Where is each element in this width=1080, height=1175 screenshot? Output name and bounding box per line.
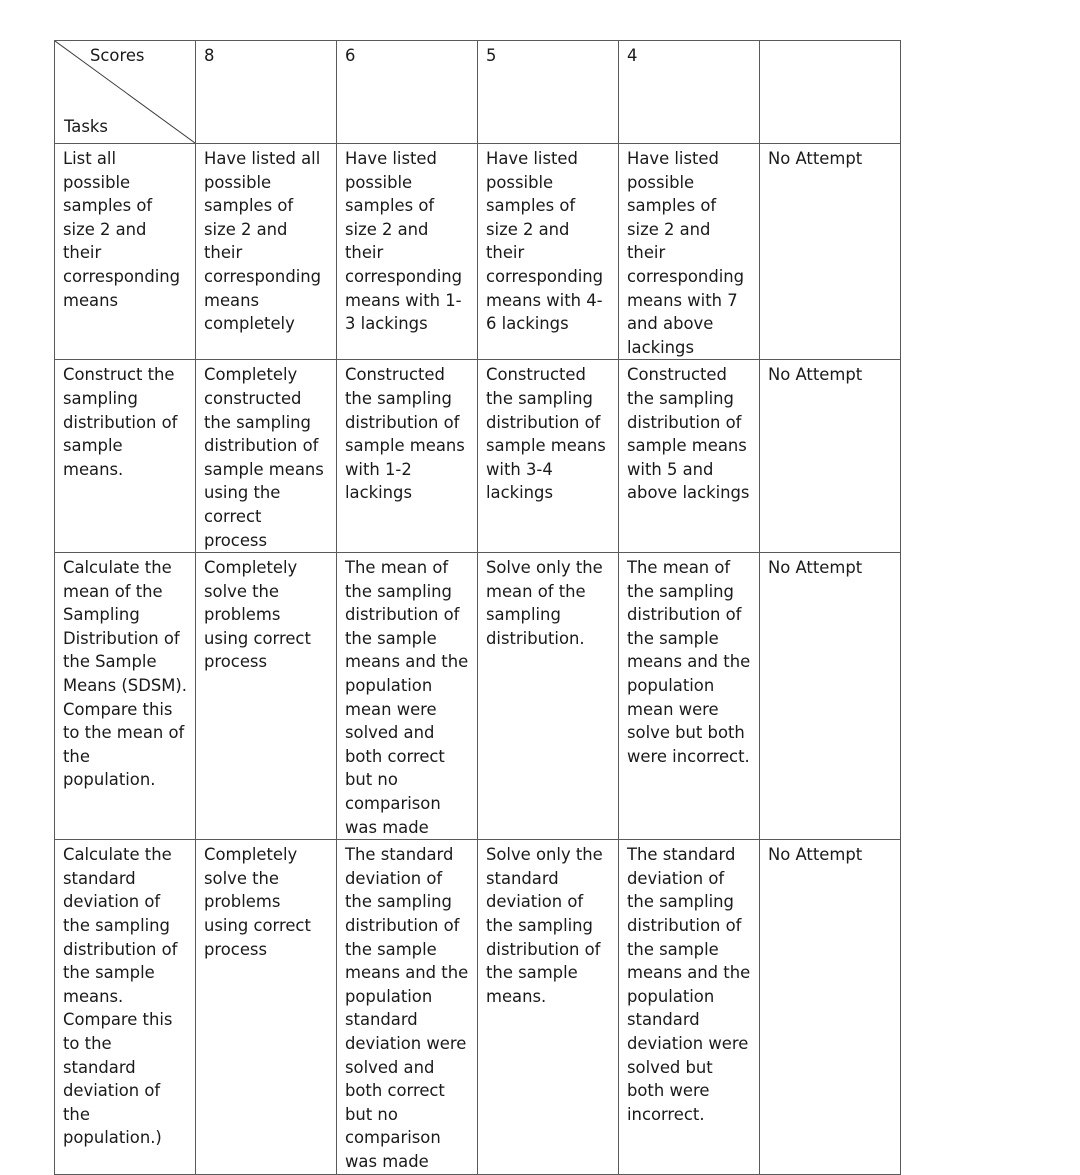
header-row bbox=[55, 41, 901, 144]
criteria-cell: The mean of the sampling distribution of the sample means and the population mean were solve but both were incorrect. bbox=[619, 553, 760, 840]
criteria-cell: Solve only the standard deviation of the sampling distribution of the sample means. bbox=[478, 840, 619, 1174]
criteria-cell: Completely constructed the sampling distribution of sample means using the correct process bbox=[196, 360, 337, 553]
criteria-cell: The standard deviation of the sampling distribution of the sample means and the population standard deviation were solved but both were incorrect. bbox=[619, 840, 760, 1174]
criteria-cell: The standard deviation of the sampling distribution of the sample means and the population standard deviation were solved and both correct but no comparison was made bbox=[337, 840, 478, 1174]
tasks-label: Tasks bbox=[64, 117, 108, 136]
scores-tasks-corner-cell bbox=[55, 41, 196, 144]
scores-label: Scores bbox=[90, 46, 145, 65]
score-header-cell: 6 bbox=[337, 41, 478, 144]
score-header-cell: 5 bbox=[478, 41, 619, 144]
rubric-table bbox=[54, 40, 901, 1175]
criteria-cell: Constructed the sampling distribution of sample means with 3-4 lackings bbox=[478, 360, 619, 553]
table-row bbox=[55, 360, 901, 553]
criteria-cell: Constructed the sampling distribution of sample means with 1-2 lackings bbox=[337, 360, 478, 553]
task-cell: Construct the sampling distribution of sample means. bbox=[55, 360, 196, 553]
table-row bbox=[55, 144, 901, 360]
criteria-cell: No Attempt bbox=[760, 553, 901, 840]
table-row bbox=[55, 553, 901, 840]
criteria-cell: No Attempt bbox=[760, 840, 901, 1174]
score-header-cell: 8 bbox=[196, 41, 337, 144]
task-cell: List all possible samples of size 2 and their corresponding means bbox=[55, 144, 196, 360]
criteria-cell: No Attempt bbox=[760, 144, 901, 360]
criteria-cell: Have listed all possible samples of size 2 and their corresponding means completely bbox=[196, 144, 337, 360]
criteria-cell: The mean of the sampling distribution of the sample means and the population mean were solved and both correct but no comparison was made bbox=[337, 553, 478, 840]
score-header-cell bbox=[760, 41, 901, 144]
criteria-cell: Have listed possible samples of size 2 and their corresponding means with 4-6 lackings bbox=[478, 144, 619, 360]
criteria-cell: Completely solve the problems using correct process bbox=[196, 840, 337, 1174]
criteria-cell: Have listed possible samples of size 2 and their corresponding means with 7 and above lackings bbox=[619, 144, 760, 360]
criteria-cell: Constructed the sampling distribution of sample means with 5 and above lackings bbox=[619, 360, 760, 553]
table-row bbox=[55, 840, 901, 1174]
score-header-cell: 4 bbox=[619, 41, 760, 144]
task-cell: Calculate the standard deviation of the sampling distribution of the sample means. Compare this to the standard deviation of the population.) bbox=[55, 840, 196, 1174]
criteria-cell: Have listed possible samples of size 2 and their corresponding means with 1-3 lackings bbox=[337, 144, 478, 360]
criteria-cell: Solve only the mean of the sampling distribution. bbox=[478, 553, 619, 840]
criteria-cell: No Attempt bbox=[760, 360, 901, 553]
criteria-cell: Completely solve the problems using correct process bbox=[196, 553, 337, 840]
task-cell: Calculate the mean of the Sampling Distribution of the Sample Means (SDSM). Compare this to the mean of the population. bbox=[55, 553, 196, 840]
